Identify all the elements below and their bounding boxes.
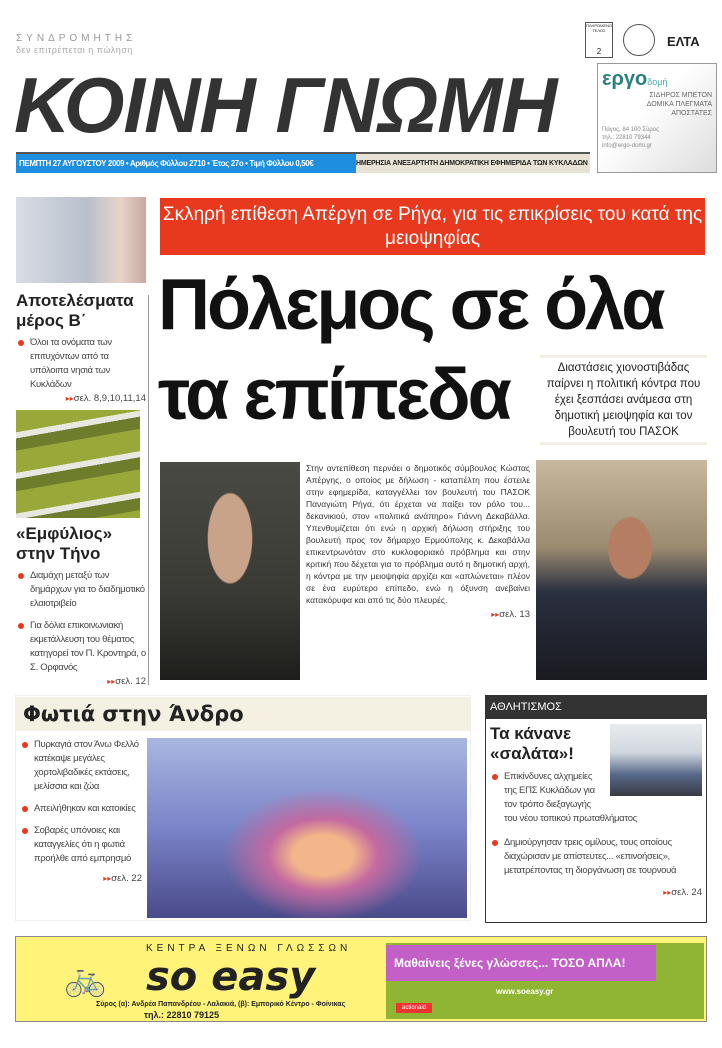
bullet: Όλοι τα ονόματα των επιτυχόντων από τα υπόλοιπα νησιά των Κυκλάδων xyxy=(16,336,146,392)
ergo-contact: Πάγος, 84 100 Σύρος xyxy=(602,127,660,133)
politician-photo-1[interactable] xyxy=(160,462,300,680)
fire-bullets xyxy=(20,738,142,886)
lead-banner[interactable]: Σκληρή επίθεση Απέργη σε Ρήγα, για τις επικρίσεις του κατά της μειοψηφίας xyxy=(160,198,705,255)
ad-phone: τηλ.: 22810 79125 xyxy=(144,1010,220,1020)
ergo-line: ΑΠΟΣΤΑΤΕΣ xyxy=(671,110,712,117)
ad-url[interactable]: www.soeasy.gr xyxy=(496,987,554,996)
ad-address: Σύρος (α): Ανδρέα Παπανδρέου - Λαλακιά, (β): Εμπορικό Κέντρο - Φοίνικας xyxy=(96,1001,346,1008)
ergo-line: ΣΙΔΗΡΟΣ ΜΠΕΤΟΝ xyxy=(649,92,712,99)
postal-logos xyxy=(585,22,703,60)
ad-brand: so easy xyxy=(146,954,316,1000)
subscriber-label: ΣΥΝΔΡΟΜΗΤΗΣ xyxy=(16,33,137,44)
politician-photo-2[interactable] xyxy=(536,460,707,680)
lead-subhead: Διαστάσεις χιονοστιβάδας παίρνει η πολιτική κόντρα που έχει ξεσπάσει ανάμεσα στη δημοτική μειοψηφία και τον βουλευτή του ΠΑΣΟΚ xyxy=(540,355,707,445)
arrow-icon: ▸▸ xyxy=(663,888,672,897)
olive-press-photo[interactable] xyxy=(16,410,140,518)
ad-partner: actionaid xyxy=(396,1003,432,1013)
ergo-name2: δομή xyxy=(647,77,668,87)
page-ref-text: σελ. 12 xyxy=(115,676,146,687)
dateline: ΠΕΜΠΤΗ 27 ΑΥΓΟΥΣΤΟΥ 2009 • Αριθμός Φύλλου 2710 • Έτος 27ο • Τιμή Φύλλου 0,50€ xyxy=(16,154,356,173)
arrow-icon: ▸▸ xyxy=(65,394,74,403)
bullet: Απειλήθηκαν και κατοικίες xyxy=(20,802,142,816)
story-tinos-title[interactable]: «Εμφύλιος» στην Τήνο xyxy=(16,524,113,563)
ad-kicker: ΚΕΝΤΡΑ ΞΕΝΩΝ ΓΛΩΣΣΩΝ xyxy=(146,943,352,954)
ad-slogan: Μαθαίνεις ξένες γλώσσες... ΤΟΣΟ ΑΠΛΑ! xyxy=(386,945,656,981)
lead-text xyxy=(306,462,530,622)
arrow-icon: ▸▸ xyxy=(491,610,500,619)
story-results-title[interactable]: Αποτελέσματα μέρος Β΄ xyxy=(16,291,134,330)
masthead: ΚΟΙΝΗ ΓΝΩΜΗ xyxy=(14,61,557,149)
bullet: Για δόλια επικοινωνιακή εκμετάλλευση του θέματος κατηγορεί τον Π. Κροντηρά, ο Σ. Ορφανός xyxy=(16,619,146,675)
page-ref[interactable] xyxy=(490,886,702,900)
bicycle-owl-icon: 🚲 xyxy=(64,960,107,998)
fire-photo[interactable] xyxy=(147,738,467,918)
seal-icon xyxy=(623,24,655,56)
ergo-ad[interactable] xyxy=(597,63,717,173)
sports-section-label[interactable]: ΑΘΛΗΤΙΣΜΟΣ xyxy=(486,696,706,719)
postage-stamp-icon xyxy=(585,22,613,58)
fire-title[interactable]: Φωτιά στην Άνδρο xyxy=(15,697,471,731)
column-divider xyxy=(148,295,149,685)
exam-results-photo[interactable] xyxy=(16,197,146,283)
ergo-line: ΔΟΜΙΚΑ ΠΛΕΓΜΑΤΑ xyxy=(646,101,712,108)
tagline: ΗΜΕΡΗΣΙΑ ΑΝΕΞΑΡΤΗΤΗ ΔΗΜΟΚΡΑΤΙΚΗ ΕΦΗΜΕΡΙΔΑ ΤΩΝ ΚΥΚΛΑΔΩΝ xyxy=(356,154,590,173)
ergo-contact: τηλ.: 22810 79344 xyxy=(602,135,651,141)
ergo-contact: info@ergo-domi.gr xyxy=(602,143,652,149)
lead-body: Στην αντεπίθεση περνάει ο δημοτικός σύμβουλος Κώστας Απέργης, ο οποίος με δήλωση - καταπέλτη που έστειλε στην εφημερίδα, καταγγέλλει τον βουλευτή του ΠΑΣΟΚ Παναγιώτη Ρήγα, ότι έρχεται να παίξει τον ρόλο του... δεκανικιού, στον «πολιτικά ανάπηρο» Γιάννη Δεκαβάλλα. Υπενθυμίζεται ότι ενώ η αρχική δήλωση στήριξης του βουλευτή προς τον δήμαρχο Ερμούπολης κ. Δεκαβάλλα επικεντρωνόταν στο κυκλοφοριακό πρόβλημα και στην κριτική που δέχεται για το πρόβλημα αυτό η δημοτική αρχή, η κόντρα με την μειοψηφία αρχίζει και «απλώνεται» πλέον σε ένα ευρύτερο επίπεδο, ενώ η όξυνση ανεβαίνει κατακόρυφα και από τις δύο πλευρές. xyxy=(306,463,530,605)
left-column xyxy=(16,197,146,689)
bullet: Πυρκαγιά στον Άνω Φελλό κατέκαψε μεγάλες χορτολιβαδικές εκτάσεις, μελίσσια και ζώα xyxy=(20,738,142,794)
bullet: Σοβαρές υπόνοιες και καταγγελίες ότι η φωτιά προήλθε από εμπρησμό xyxy=(20,824,142,866)
ergo-name: εργο xyxy=(602,68,648,90)
elta-logo: ΕΛΤΑ xyxy=(667,34,700,49)
page-ref[interactable] xyxy=(16,675,146,689)
page-ref-text: σελ. 8,9,10,11,14 xyxy=(73,393,146,404)
bullet: Δημιούργησαν τρεις ομίλους, τους οποίους διαχώρισαν με απίστευτες... «επινοήσεις», μετατρέποντας τη διοργάνωση σε τουρνουά xyxy=(490,836,702,878)
sports-content xyxy=(490,724,702,900)
page-ref[interactable] xyxy=(306,608,530,622)
page-ref-text: σελ. 22 xyxy=(111,873,142,884)
sports-title[interactable]: Τα κάνανε «σαλάτα»! xyxy=(490,724,574,763)
page-ref[interactable] xyxy=(20,872,142,886)
bullet: Διαμάχη μεταξύ των δημάρχων για το διαδημοτικό ελαιοτριβείο xyxy=(16,569,146,611)
arrow-icon: ▸▸ xyxy=(103,874,112,883)
postage-label: ΠΛΗΡΩΜΕΝΟ ΤΕΛΟΣ xyxy=(586,23,613,33)
page-ref-text: σελ. 24 xyxy=(671,887,702,898)
bullet: Επικίνδυνες αλχημείες της ΕΠΣ Κυκλάδων για τον τρόπο διεξαγωγής του νέου τοπικού πρωταθλήματος xyxy=(490,770,702,826)
headline-line2: τα επίπεδα xyxy=(158,355,509,435)
postage-number: 2 xyxy=(596,47,602,56)
arrow-icon: ▸▸ xyxy=(107,677,116,686)
no-sale-label: δεν επιτρέπεται η πώληση xyxy=(16,45,133,55)
so-easy-ad[interactable] xyxy=(15,936,707,1022)
page-ref-text: σελ. 13 xyxy=(499,609,530,620)
headline-line1: Πόλεμος σε όλα xyxy=(158,265,663,345)
page-ref[interactable] xyxy=(16,392,146,406)
